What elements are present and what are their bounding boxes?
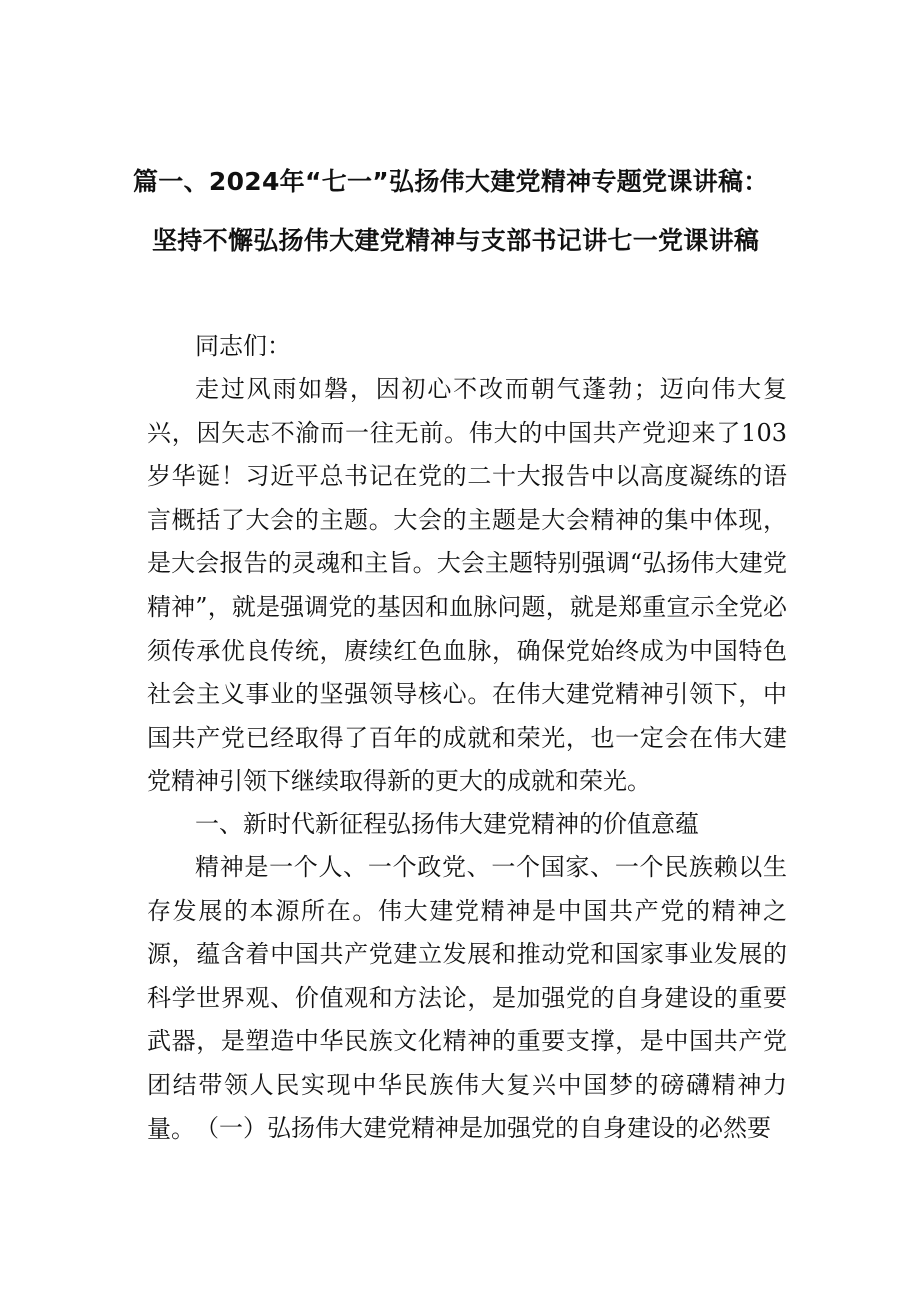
salutation: 同志们： xyxy=(195,332,291,360)
section-heading-1: 一、新时代新征程弘扬伟大建党精神的价值意蕴 xyxy=(195,810,699,838)
subsection-heading-1: （一）弘扬伟大建党精神是加强党的自身建设的必然要 xyxy=(195,1114,771,1142)
document-title-line-1: 篇一、2024年“七一”弘扬伟大建党精神专题党课讲稿： xyxy=(133,167,769,196)
paragraph-intro: 走过风雨如磐，因初心不改而朝气蓬勃；迈向伟大复兴，因矢志不渝而一往无前。伟大的中国共产党迎来了103岁华诞！习近平总书记在党的二十大报告中以高度凝练的语言概括了大会的主题。大会的主题是大会精神的集中体现，是大会报告的灵魂和主旨。大会主题特别强调“弘扬伟大建党精神”，就是强调党的基因和血脉问题，就是郑重宣示全党必须传承优良传统，赓续红色血脉，确保党始终成为中国特色社会主义事业的坚强领导核心。在伟大建党精神引领下，中国共产党已经取得了百年的成就和荣光，也一定会在伟大建党精神引领下继续取得新的更大的成就和荣光。 xyxy=(147,375,787,796)
paragraph-section-1: 精神是一个人、一个政党、一个国家、一个民族赖以生存发展的本源所在。伟大建党精神是中国共产党的精神之源，蕴含着中国共产党建立发展和推动党和国家事业发展的科学世界观、价值观和方法论，是加强党的自身建设的重要武器，是塑造中华民族文化精神的重要支撑，是中国共产党团结带领人民实现中华民族伟大复兴中国梦的磅礴精神力量。 xyxy=(147,853,787,1143)
document-title-line-2: 坚持不懈弘扬伟大建党精神与支部书记讲七一党课讲稿 xyxy=(152,226,760,255)
